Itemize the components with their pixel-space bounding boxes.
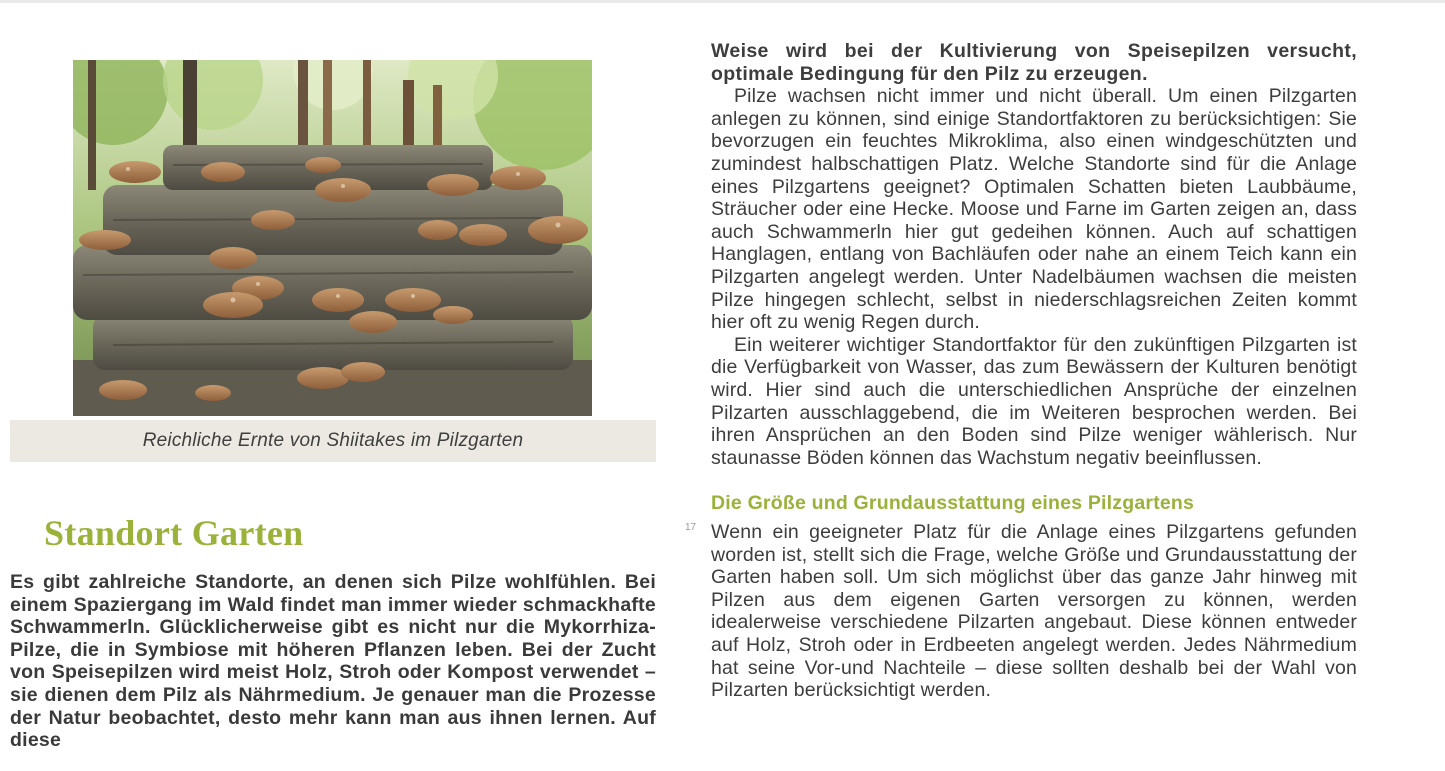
right-paragraph-1: Pilze wachsen nicht immer und nicht überall. Um einen Pilzgarten anlegen zu können, sind einige Standortfaktoren zu berücksichtigen: Sie bevorzugen ein feuchtes Mikroklima, also einen windgeschützten und zumindest halbschattigen Platz. Welche Standorte sind für die Anlage eines Pilzgartens geeignet? Optimalen Schatten bieten Laubbäume, Sträucher oder eine Hecke. Moose und Farne im Garten zeigen an, dass auch Schwammerln hier gut gedeihen können. Auch auf schattigen Hanglagen, entlang von Bachläufen oder nahe an einem Teich kann ein Pilzgarten angelegt werden. Unter Nadelbäumen wachsen die meisten Pilze hingegen schlecht, selbst in niederschlagsreichen Zeiten kommt hier oft zu wenig Regen durch.	[711, 85, 1357, 334]
section-heading: Standort Garten	[44, 513, 304, 553]
photo-caption	[10, 420, 656, 462]
page-number: 17	[685, 522, 697, 533]
right-paragraph-2: Ein weiterer wichtiger Standortfaktor für den zukünftigen Pilzgarten ist die Verfügbarkeit von Wasser, das zum Bewässern der Kulturen benötigt wird. Hier sind auch die unterschiedlichen Ansprüche der einzelnen Pilzarten ausschlaggebend, die im Weiteren besprochen werden. Bei ihren Ansprüchen an den Boden sind Pilze weniger wählerisch. Nur staunasse Böden können das Wachstum negativ beeinflussen.	[711, 333, 1357, 469]
caption-text: Reichliche Ernte von Shiitakes im Pilzgarten	[142, 430, 524, 451]
right-paragraph-3: Wenn ein geeigneter Platz für die Anlage eines Pilzgartens gefunden worden ist, stellt sich die Frage, welche Größe und Grundausstattung der Garten haben soll. Um sich möglichst über das ganze Jahr hinweg mit Pilzen aus dem eigenen Garten versorgen zu können, werden idealerweise verschiedene Pilzarten angebaut. Diese können entweder auf Holz, Stroh oder in Erdbeeten angelegt werden. Jedes Nährmedium hat seine Vor-und Nachteile – diese sollten deshalb bei der Wahl von Pilzarten berücksichtigt werden.	[711, 521, 1357, 702]
left-body-text: Es gibt zahlreiche Standorte, an denen sich Pilze wohlfühlen. Bei einem Spaziergang im Wald findet man immer wieder schmackhafte Schwammerln. Glücklicherweise gibt es nicht nur die Mykorrhiza-Pilze, die in Symbiose mit höheren Pflanzen leben. Bei der Zucht von Speisepilzen wird meist Holz, Stroh oder Kompost verwendet – sie dienen dem Pilz als Nährmedium. Je genauer man die Prozesse der Natur beobachtet, desto mehr kann man aus ihnen lernen. Auf diese	[10, 571, 656, 752]
right-lead-text: Weise wird bei der Kultivierung von Speisepilzen versucht, optimale Bedingung für den Pilz zu erzeugen.	[711, 40, 1357, 85]
right-column	[711, 40, 1357, 469]
subheading: Die Größe und Grundausstattung eines Pilzgartens	[711, 492, 1195, 514]
top-rule	[0, 0, 1445, 3]
shiitake-photo	[73, 60, 592, 416]
